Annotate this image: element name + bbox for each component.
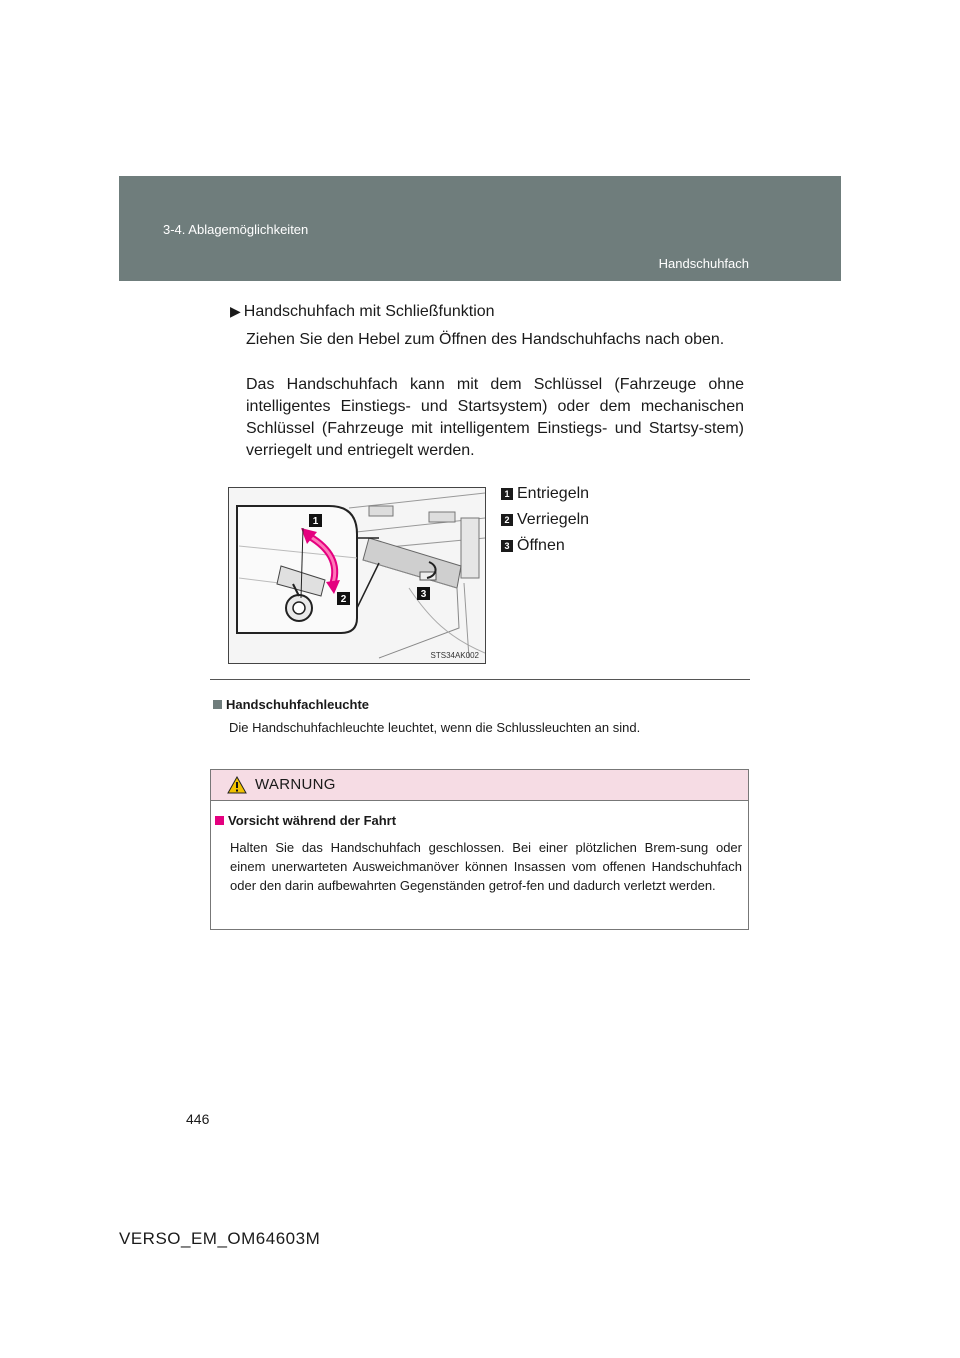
- square-bullet-icon: [215, 816, 224, 825]
- warning-title: WARNUNG: [255, 776, 336, 793]
- note-title: Handschuhfachleuchte: [226, 697, 370, 712]
- figure-code: STS34AK002: [430, 651, 479, 660]
- note-text: Die Handschuhfachleuchte leuchtet, wenn die Schlussleuchten an sind.: [229, 720, 641, 735]
- glovebox-drawing: [229, 488, 485, 663]
- callout-3: [417, 587, 430, 600]
- paragraph-lock: Das Handschuhfach kann mit dem Schlüssel (Fahrzeuge ohne intelligentes Einstiegs- und Startsystem) oder dem mechanischen Schlüssel (Fahrzeuge mit intelligentem Einstiegs- und Startsy-stem) verriegelt und entriegelt werden.: [246, 376, 744, 459]
- warning-header: [211, 770, 748, 801]
- svg-text:1: 1: [312, 516, 319, 527]
- legend-item-lock: [501, 511, 589, 529]
- warning-subtitle: Vorsicht während der Fahrt: [228, 813, 397, 828]
- legend-item-unlock: [501, 485, 589, 503]
- section-divider: [210, 679, 750, 680]
- callout-2: [337, 592, 350, 605]
- warning-subheading: [215, 813, 396, 828]
- svg-text:2: 2: [340, 594, 347, 605]
- legend-label: Verriegeln: [517, 511, 590, 528]
- chapter-label: Handschuhfach: [658, 256, 749, 271]
- glovebox-illustration: [228, 487, 486, 664]
- legend-number: 2: [501, 514, 513, 526]
- note-heading: [213, 697, 369, 712]
- triangle-right-icon: ▶: [230, 303, 241, 319]
- legend-label: Öffnen: [517, 537, 565, 554]
- svg-text:3: 3: [420, 589, 427, 600]
- legend-item-open: [501, 537, 565, 555]
- bullet-heading: [230, 303, 495, 321]
- legend-label: Entriegeln: [517, 485, 590, 502]
- callout-1: [309, 514, 322, 527]
- bullet-heading-text: Handschuhfach mit Schließfunktion: [243, 303, 495, 320]
- warning-text: Halten Sie das Handschuhfach geschlossen. Bei einer plötzlichen Brem-sung oder einem unerwarteten Ausweichmanöver können Insassen vom offenen Handschuhfach oder den darin aufbewahrten Gegenständen getrof-fen und dadurch verletzt werden.: [230, 840, 742, 893]
- legend-number: 1: [501, 488, 513, 500]
- square-bullet-icon: [213, 700, 222, 709]
- paragraph-open: Ziehen Sie den Hebel zum Öffnen des Handschuhfachs nach oben.: [246, 331, 725, 348]
- legend-number: 3: [501, 540, 513, 552]
- warning-triangle-icon: [227, 776, 247, 794]
- section-label: 3-4. Ablagemöglichkeiten: [163, 222, 309, 237]
- page-header: [119, 176, 841, 281]
- warning-box: [210, 769, 749, 930]
- document-id: VERSO_EM_OM64603M: [119, 1229, 321, 1248]
- page-number: 446: [186, 1111, 210, 1127]
